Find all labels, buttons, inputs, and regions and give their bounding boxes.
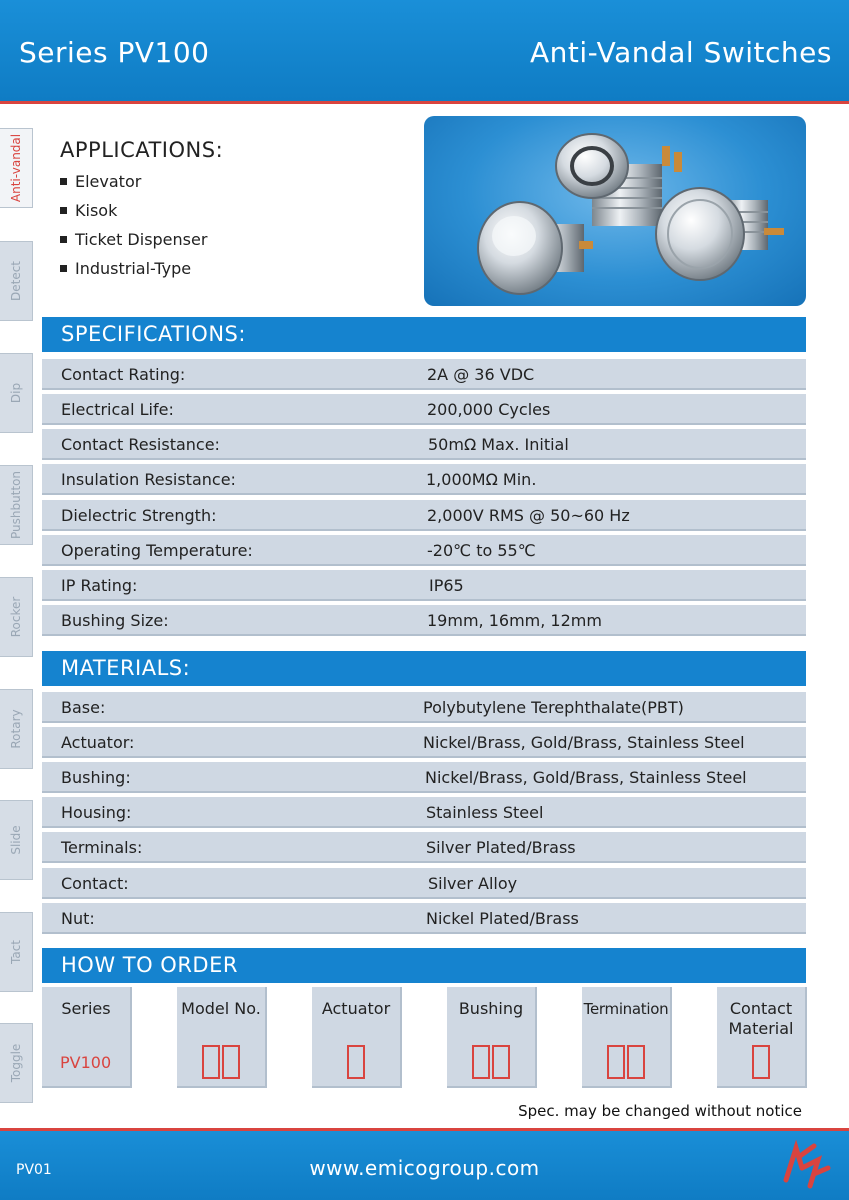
product-title: Anti-Vandal Switches bbox=[529, 36, 832, 69]
order-code-slots bbox=[312, 1045, 400, 1079]
list-item: Ticket Dispenser bbox=[60, 225, 207, 254]
code-slot[interactable] bbox=[607, 1045, 625, 1079]
side-tab-label: Rotary bbox=[9, 709, 23, 749]
side-tab-detect[interactable] bbox=[0, 241, 33, 321]
footer-bar bbox=[0, 1128, 849, 1200]
list-item: Kisok bbox=[60, 196, 207, 225]
header-rule bbox=[0, 101, 849, 104]
spec-row-electrical-life: Electrical Life: 200,000 Cycles bbox=[42, 394, 806, 425]
spec-row-contact-rating: Contact Rating: 2A @ 36 VDC bbox=[42, 359, 806, 390]
side-tab-toggle[interactable] bbox=[0, 1023, 33, 1103]
company-logo-icon bbox=[778, 1138, 834, 1192]
code-slot[interactable] bbox=[492, 1045, 510, 1079]
page-code: PV01 bbox=[16, 1162, 52, 1178]
side-tab-slide[interactable] bbox=[0, 800, 33, 880]
square-bullet-icon bbox=[60, 178, 67, 185]
product-photo bbox=[424, 116, 806, 306]
side-tab-tact[interactable] bbox=[0, 912, 33, 992]
material-row-base: Base: Polybutylene Terephthalate(PBT) bbox=[42, 692, 806, 723]
side-tab-label: Detect bbox=[9, 260, 23, 302]
order-field-label: Termination bbox=[583, 1000, 669, 1018]
order-field-bushing bbox=[447, 987, 537, 1088]
order-field-series bbox=[42, 987, 132, 1088]
spec-row-contact-resistance: Contact Resistance: 50mΩ Max. Initial bbox=[42, 429, 806, 460]
code-slot[interactable] bbox=[472, 1045, 490, 1079]
specifications-heading: SPECIFICATIONS: bbox=[42, 317, 806, 352]
applications-heading: APPLICATIONS: bbox=[60, 138, 224, 162]
list-item: Industrial-Type bbox=[60, 254, 207, 283]
side-tab-dip[interactable] bbox=[0, 353, 33, 433]
material-row-bushing: Bushing: Nickel/Brass, Gold/Brass, Stainless Steel bbox=[42, 762, 806, 793]
order-code-slots bbox=[177, 1045, 265, 1079]
order-field-actuator bbox=[312, 987, 402, 1088]
order-field-label: Bushing bbox=[458, 999, 524, 1018]
materials-heading: MATERIALS: bbox=[42, 651, 806, 686]
side-tab-anti-vandal[interactable] bbox=[0, 128, 33, 208]
spec-row-bushing-size: Bushing Size: 19mm, 16mm, 12mm bbox=[42, 605, 806, 636]
spec-row-insulation-resistance: Insulation Resistance: 1,000MΩ Min. bbox=[42, 464, 806, 495]
spec-row-ip-rating: IP Rating: IP65 bbox=[42, 570, 806, 601]
order-field-label: Model No. bbox=[181, 999, 261, 1018]
side-tab-label: Toggle bbox=[9, 1043, 23, 1083]
side-tab-pushbutton[interactable] bbox=[0, 465, 33, 545]
side-tab-label: Anti-vandal bbox=[9, 133, 23, 203]
code-slot[interactable] bbox=[627, 1045, 645, 1079]
order-code-slots bbox=[582, 1045, 670, 1079]
applications-list bbox=[60, 167, 207, 283]
order-field-label: Contact Material bbox=[728, 999, 794, 1038]
list-item: Elevator bbox=[60, 167, 207, 196]
material-row-contact: Contact: Silver Alloy bbox=[42, 868, 806, 899]
side-tab-label: Dip bbox=[9, 382, 23, 404]
spec-row-dielectric-strength: Dielectric Strength: 2,000V RMS @ 50~60 Hz bbox=[42, 500, 806, 531]
square-bullet-icon bbox=[60, 207, 67, 214]
how-to-order-heading: HOW TO ORDER bbox=[42, 948, 806, 983]
website-link[interactable]: www.emicogroup.com bbox=[309, 1156, 540, 1180]
spec-change-notice: Spec. may be changed without notice bbox=[518, 1102, 802, 1120]
code-slot[interactable] bbox=[347, 1045, 365, 1079]
side-tab-rocker[interactable] bbox=[0, 577, 33, 657]
side-tab-label: Rocker bbox=[9, 596, 23, 638]
side-tab-rotary[interactable] bbox=[0, 689, 33, 769]
order-field-contact-material bbox=[717, 987, 807, 1088]
material-row-housing: Housing: Stainless Steel bbox=[42, 797, 806, 828]
material-row-actuator: Actuator: Nickel/Brass, Gold/Brass, Stainless Steel bbox=[42, 727, 806, 758]
code-slot[interactable] bbox=[752, 1045, 770, 1079]
side-tab-label: Slide bbox=[9, 825, 23, 855]
side-tab-label: Pushbutton bbox=[9, 470, 23, 540]
header-bar bbox=[0, 0, 849, 101]
material-row-nut: Nut: Nickel Plated/Brass bbox=[42, 903, 806, 934]
material-row-terminals: Terminals: Silver Plated/Brass bbox=[42, 832, 806, 863]
order-code-slots bbox=[717, 1045, 805, 1079]
side-tab-label: Tact bbox=[9, 940, 23, 964]
order-field-termination bbox=[582, 987, 672, 1088]
order-field-label: Series bbox=[61, 999, 111, 1018]
switches-illustration bbox=[424, 116, 806, 306]
footer-rule bbox=[0, 1128, 849, 1131]
spec-row-operating-temperature: Operating Temperature: -20℃ to 55℃ bbox=[42, 535, 806, 566]
code-slot[interactable] bbox=[222, 1045, 240, 1079]
series-title: Series PV100 bbox=[19, 36, 210, 69]
square-bullet-icon bbox=[60, 265, 67, 272]
order-field-label: Actuator bbox=[321, 999, 391, 1018]
order-field-value: PV100 bbox=[60, 1053, 112, 1072]
order-code-slots bbox=[447, 1045, 535, 1079]
code-slot[interactable] bbox=[202, 1045, 220, 1079]
order-field-model-no bbox=[177, 987, 267, 1088]
square-bullet-icon bbox=[60, 236, 67, 243]
